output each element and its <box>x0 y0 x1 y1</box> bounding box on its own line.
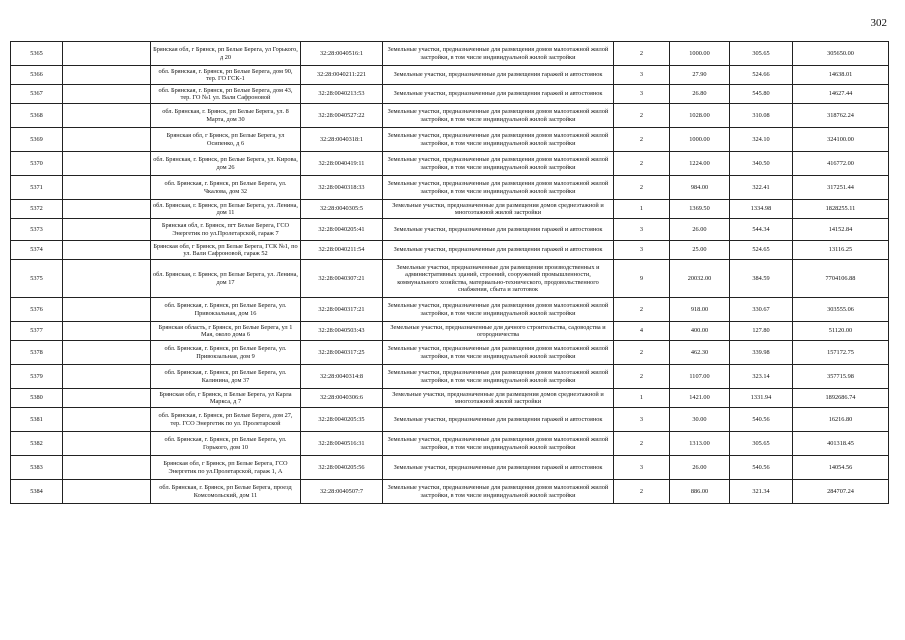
row-number-cell: 5365 <box>11 42 63 66</box>
land-use-cell: Земельные участки, предназначенные для размещения гаражей и автостоянок <box>383 456 614 480</box>
use-group-cell: 2 <box>614 176 670 200</box>
area-cell: 26.00 <box>670 219 730 241</box>
use-group-cell: 3 <box>614 456 670 480</box>
address-cell: обл. Брянская, г. Брянск, рп Белые Берега, дом 43, тер. ГО №1 ул. Вали Сафроновой <box>151 85 301 104</box>
empty-cell <box>63 389 151 408</box>
area-cell: 1000.00 <box>670 42 730 66</box>
empty-cell <box>63 298 151 322</box>
row-number-cell: 5366 <box>11 66 63 85</box>
cadastral-number-cell: 32:28:0040317:21 <box>301 298 383 322</box>
use-group-cell: 4 <box>614 322 670 341</box>
row-number-cell: 5374 <box>11 241 63 260</box>
land-use-cell: Земельные участки, предназначенные для размещения гаражей и автостоянок <box>383 408 614 432</box>
area-cell: 25.00 <box>670 241 730 260</box>
table-row <box>11 322 889 341</box>
table-row <box>11 241 889 260</box>
use-group-cell: 3 <box>614 408 670 432</box>
table-row <box>11 260 889 298</box>
use-group-cell: 2 <box>614 298 670 322</box>
specific-value-cell: 305.65 <box>730 432 793 456</box>
cadastral-value-cell: 157172.75 <box>793 341 889 365</box>
row-number-cell: 5370 <box>11 152 63 176</box>
specific-value-cell: 321.34 <box>730 480 793 504</box>
area-cell: 26.80 <box>670 85 730 104</box>
specific-value-cell: 524.66 <box>730 66 793 85</box>
use-group-cell: 2 <box>614 128 670 152</box>
cadastral-number-cell: 32:28:0040205:41 <box>301 219 383 241</box>
area-cell: 918.00 <box>670 298 730 322</box>
cadastral-number-cell: 32:28:0040205:35 <box>301 408 383 432</box>
specific-value-cell: 127.80 <box>730 322 793 341</box>
row-number-cell: 5373 <box>11 219 63 241</box>
address-cell: обл. Брянская, г. Брянск, рп Белые Берега, ул. Кирова, дом 26 <box>151 152 301 176</box>
table-row <box>11 480 889 504</box>
cadastral-value-cell: 318762.24 <box>793 104 889 128</box>
empty-cell <box>63 456 151 480</box>
use-group-cell: 3 <box>614 85 670 104</box>
address-cell: обл. Брянская, г. Брянск, рп Белые Берега, ул. Горького, дом 10 <box>151 432 301 456</box>
cadastral-number-cell: 32:28:0040305:5 <box>301 200 383 219</box>
address-cell: обл. Брянская, г. Брянск, рп Белые Берега, ул. Привокзальная, дом 9 <box>151 341 301 365</box>
cadastral-value-cell: 7704106.88 <box>793 260 889 298</box>
address-cell: Брянская обл, г Брянск, рп Белые Берега, ул Горького, д 20 <box>151 42 301 66</box>
empty-cell <box>63 66 151 85</box>
cadastral-number-cell: 32:28:0040318:33 <box>301 176 383 200</box>
use-group-cell: 3 <box>614 66 670 85</box>
empty-cell <box>63 322 151 341</box>
table-row <box>11 341 889 365</box>
table-body <box>11 42 889 504</box>
land-use-cell: Земельные участки, предназначенные для размещения домов малоэтажной жилой застройки, в том числе индивидуальной жилой застройки <box>383 432 614 456</box>
cadastral-number-cell: 32:28:0040527:22 <box>301 104 383 128</box>
row-number-cell: 5379 <box>11 365 63 389</box>
cadastral-value-cell: 317251.44 <box>793 176 889 200</box>
use-group-cell: 2 <box>614 432 670 456</box>
specific-value-cell: 310.08 <box>730 104 793 128</box>
land-use-cell: Земельные участки, предназначенные для размещения гаражей и автостоянок <box>383 85 614 104</box>
cadastral-number-cell: 32:28:0040507:7 <box>301 480 383 504</box>
land-use-cell: Земельные участки, предназначенные для размещения производственных и административных зданий, строений, сооружений промышленности, коммунального хозяйства, материально-технического, продовольственного снабжения, сбыта и заготовок <box>383 260 614 298</box>
empty-cell <box>63 42 151 66</box>
cadastral-value-cell: 284707.24 <box>793 480 889 504</box>
table-row <box>11 42 889 66</box>
row-number-cell: 5371 <box>11 176 63 200</box>
row-number-cell: 5367 <box>11 85 63 104</box>
cadastral-number-cell: 32:28:0040307:21 <box>301 260 383 298</box>
cadastral-number-cell: 32:28:0040318:1 <box>301 128 383 152</box>
cadastral-number-cell: 32:28:0040516:31 <box>301 432 383 456</box>
address-cell: обл. Брянская, г. Брянск, рп Белые Берега, ул. 8 Марта, дом 30 <box>151 104 301 128</box>
use-group-cell: 3 <box>614 219 670 241</box>
table-row <box>11 456 889 480</box>
empty-cell <box>63 408 151 432</box>
land-use-cell: Земельные участки, предназначенные для размещения домов малоэтажной жилой застройки, в том числе индивидуальной жилой застройки <box>383 42 614 66</box>
table-row <box>11 200 889 219</box>
address-cell: обл. Брянская, г. Брянск, рп Белые Берега, ул. Калинина, дом 37 <box>151 365 301 389</box>
specific-value-cell: 540.56 <box>730 408 793 432</box>
specific-value-cell: 540.56 <box>730 456 793 480</box>
specific-value-cell: 323.14 <box>730 365 793 389</box>
cadastral-value-cell: 16216.80 <box>793 408 889 432</box>
address-cell: Брянская область, г Брянск, рп Белые Берега, ул 1 Мая, около дома 6 <box>151 322 301 341</box>
specific-value-cell: 1334.98 <box>730 200 793 219</box>
address-cell: обл. Брянская, г. Брянск, рп Белые Берега, проезд Комсомольский, дом 11 <box>151 480 301 504</box>
cadastral-number-cell: 32:28:0040211:221 <box>301 66 383 85</box>
empty-cell <box>63 152 151 176</box>
cadastral-number-cell: 32:28:0040205:56 <box>301 456 383 480</box>
address-cell: обл. Брянская, г. Брянск, рп Белые Берега, ул. Привокзальная, дом 16 <box>151 298 301 322</box>
cadastral-number-cell: 32:28:0040314:8 <box>301 365 383 389</box>
specific-value-cell: 544.34 <box>730 219 793 241</box>
area-cell: 984.00 <box>670 176 730 200</box>
table-row <box>11 104 889 128</box>
cadastral-value-cell: 401318.45 <box>793 432 889 456</box>
cadastral-value-cell: 14152.84 <box>793 219 889 241</box>
cadastral-number-cell: 32:28:0040213:53 <box>301 85 383 104</box>
row-number-cell: 5368 <box>11 104 63 128</box>
table-row <box>11 152 889 176</box>
land-registry-table <box>10 41 889 504</box>
land-use-cell: Земельные участки, предназначенные для размещения гаражей и автостоянок <box>383 219 614 241</box>
page-number: 302 <box>870 17 887 29</box>
table-row <box>11 365 889 389</box>
land-use-cell: Земельные участки, предназначенные для размещения домов малоэтажной жилой застройки, в том числе индивидуальной жилой застройки <box>383 365 614 389</box>
empty-cell <box>63 241 151 260</box>
specific-value-cell: 1331.94 <box>730 389 793 408</box>
area-cell: 30.00 <box>670 408 730 432</box>
cadastral-value-cell: 1892686.74 <box>793 389 889 408</box>
empty-cell <box>63 260 151 298</box>
land-use-cell: Земельные участки, предназначенные для размещения домов среднеэтажной и многоэтажной жилой застройки <box>383 200 614 219</box>
cadastral-number-cell: 32:28:0040211:54 <box>301 241 383 260</box>
empty-cell <box>63 219 151 241</box>
row-number-cell: 5377 <box>11 322 63 341</box>
cadastral-value-cell: 324100.00 <box>793 128 889 152</box>
table-row <box>11 432 889 456</box>
use-group-cell: 2 <box>614 104 670 128</box>
row-number-cell: 5375 <box>11 260 63 298</box>
specific-value-cell: 322.41 <box>730 176 793 200</box>
table-row <box>11 66 889 85</box>
row-number-cell: 5376 <box>11 298 63 322</box>
address-cell: обл. Брянская, г. Брянск, рп Белые Берега, ул. Чкалова, дом 32 <box>151 176 301 200</box>
table-row <box>11 85 889 104</box>
specific-value-cell: 305.65 <box>730 42 793 66</box>
address-cell: Брянская обл, г Брянск, п Белые Берега, ул Карла Маркса, д 7 <box>151 389 301 408</box>
row-number-cell: 5384 <box>11 480 63 504</box>
use-group-cell: 2 <box>614 365 670 389</box>
row-number-cell: 5383 <box>11 456 63 480</box>
use-group-cell: 2 <box>614 42 670 66</box>
specific-value-cell: 384.59 <box>730 260 793 298</box>
row-number-cell: 5382 <box>11 432 63 456</box>
address-cell: обл. Брянская, г. Брянск, рп Белые Берега, ул. Ленина, дом 11 <box>151 200 301 219</box>
cadastral-value-cell: 357715.98 <box>793 365 889 389</box>
land-use-cell: Земельные участки, предназначенные для дачного строительства, садоводства и огородничества <box>383 322 614 341</box>
cadastral-number-cell: 32:28:0040419:11 <box>301 152 383 176</box>
area-cell: 886.00 <box>670 480 730 504</box>
land-use-cell: Земельные участки, предназначенные для размещения домов малоэтажной жилой застройки, в том числе индивидуальной жилой застройки <box>383 480 614 504</box>
address-cell: Брянская обл, г Брянск, рп Белые Берега, ГСК №1, по ул. Вали Сафроновой, гараж 52 <box>151 241 301 260</box>
cadastral-value-cell: 1828255.11 <box>793 200 889 219</box>
cadastral-value-cell: 14638.01 <box>793 66 889 85</box>
empty-cell <box>63 128 151 152</box>
land-use-cell: Земельные участки, предназначенные для размещения домов малоэтажной жилой застройки, в том числе индивидуальной жилой застройки <box>383 152 614 176</box>
cadastral-number-cell: 32:28:0040306:6 <box>301 389 383 408</box>
area-cell: 1421.00 <box>670 389 730 408</box>
land-use-cell: Земельные участки, предназначенные для размещения домов среднеэтажной и многоэтажной жилой застройки <box>383 389 614 408</box>
address-cell: обл. Брянская, г. Брянск, рп Белые Берега, дом 27, тер. ГСО Энергетик по ул. Пролетарской <box>151 408 301 432</box>
empty-cell <box>63 432 151 456</box>
empty-cell <box>63 104 151 128</box>
use-group-cell: 2 <box>614 152 670 176</box>
address-cell: обл. Брянская, г. Брянск, рп Белые Берега, дом 90, тер. ГО ГСК-1 <box>151 66 301 85</box>
row-number-cell: 5380 <box>11 389 63 408</box>
area-cell: 27.90 <box>670 66 730 85</box>
cadastral-value-cell: 51120.00 <box>793 322 889 341</box>
row-number-cell: 5372 <box>11 200 63 219</box>
specific-value-cell: 524.65 <box>730 241 793 260</box>
cadastral-value-cell: 14054.56 <box>793 456 889 480</box>
area-cell: 400.00 <box>670 322 730 341</box>
area-cell: 20032.00 <box>670 260 730 298</box>
table-row <box>11 408 889 432</box>
address-cell: Брянская обл, г Брянск, рп Белые Берега, ул Осипенко, д 6 <box>151 128 301 152</box>
table-row <box>11 128 889 152</box>
cadastral-value-cell: 13116.25 <box>793 241 889 260</box>
table-row <box>11 219 889 241</box>
cadastral-number-cell: 32:28:0040503:43 <box>301 322 383 341</box>
use-group-cell: 3 <box>614 241 670 260</box>
area-cell: 1369.50 <box>670 200 730 219</box>
land-use-cell: Земельные участки, предназначенные для размещения гаражей и автостоянок <box>383 241 614 260</box>
empty-cell <box>63 200 151 219</box>
cadastral-value-cell: 303555.06 <box>793 298 889 322</box>
cadastral-value-cell: 416772.00 <box>793 152 889 176</box>
address-cell: Брянская обл, г Брянск, рп Белые Берега, ГСО Энергетик по ул.Пролетарской, гараж 1, А <box>151 456 301 480</box>
empty-cell <box>63 480 151 504</box>
specific-value-cell: 330.67 <box>730 298 793 322</box>
land-use-cell: Земельные участки, предназначенные для размещения домов малоэтажной жилой застройки, в том числе индивидуальной жилой застройки <box>383 341 614 365</box>
land-use-cell: Земельные участки, предназначенные для размещения домов малоэтажной жилой застройки, в том числе индивидуальной жилой застройки <box>383 176 614 200</box>
row-number-cell: 5381 <box>11 408 63 432</box>
table-row <box>11 389 889 408</box>
area-cell: 1000.00 <box>670 128 730 152</box>
area-cell: 26.00 <box>670 456 730 480</box>
cadastral-number-cell: 32:28:0040516:1 <box>301 42 383 66</box>
area-cell: 462.30 <box>670 341 730 365</box>
table-row <box>11 298 889 322</box>
land-use-cell: Земельные участки, предназначенные для размещения гаражей и автостоянок <box>383 66 614 85</box>
area-cell: 1313.00 <box>670 432 730 456</box>
empty-cell <box>63 341 151 365</box>
empty-cell <box>63 365 151 389</box>
row-number-cell: 5369 <box>11 128 63 152</box>
use-group-cell: 9 <box>614 260 670 298</box>
area-cell: 1224.00 <box>670 152 730 176</box>
address-cell: обл. Брянская, г. Брянск, рп Белые Берега, ул. Ленина, дом 17 <box>151 260 301 298</box>
empty-cell <box>63 85 151 104</box>
use-group-cell: 1 <box>614 389 670 408</box>
specific-value-cell: 545.80 <box>730 85 793 104</box>
area-cell: 1107.00 <box>670 365 730 389</box>
land-use-cell: Земельные участки, предназначенные для размещения домов малоэтажной жилой застройки, в том числе индивидуальной жилой застройки <box>383 298 614 322</box>
empty-cell <box>63 176 151 200</box>
area-cell: 1028.00 <box>670 104 730 128</box>
specific-value-cell: 340.50 <box>730 152 793 176</box>
specific-value-cell: 324.10 <box>730 128 793 152</box>
row-number-cell: 5378 <box>11 341 63 365</box>
cadastral-number-cell: 32:28:0040317:25 <box>301 341 383 365</box>
use-group-cell: 2 <box>614 341 670 365</box>
cadastral-value-cell: 305650.00 <box>793 42 889 66</box>
cadastral-value-cell: 14627.44 <box>793 85 889 104</box>
specific-value-cell: 339.98 <box>730 341 793 365</box>
land-use-cell: Земельные участки, предназначенные для размещения домов малоэтажной жилой застройки, в том числе индивидуальной жилой застройки <box>383 128 614 152</box>
table-row <box>11 176 889 200</box>
land-use-cell: Земельные участки, предназначенные для размещения домов малоэтажной жилой застройки, в том числе индивидуальной жилой застройки <box>383 104 614 128</box>
use-group-cell: 2 <box>614 480 670 504</box>
use-group-cell: 1 <box>614 200 670 219</box>
address-cell: Брянская обл, г. Брянск, пгт Белые Берега, ГСО Энергетик по ул.Пролетарской, гараж 7 <box>151 219 301 241</box>
